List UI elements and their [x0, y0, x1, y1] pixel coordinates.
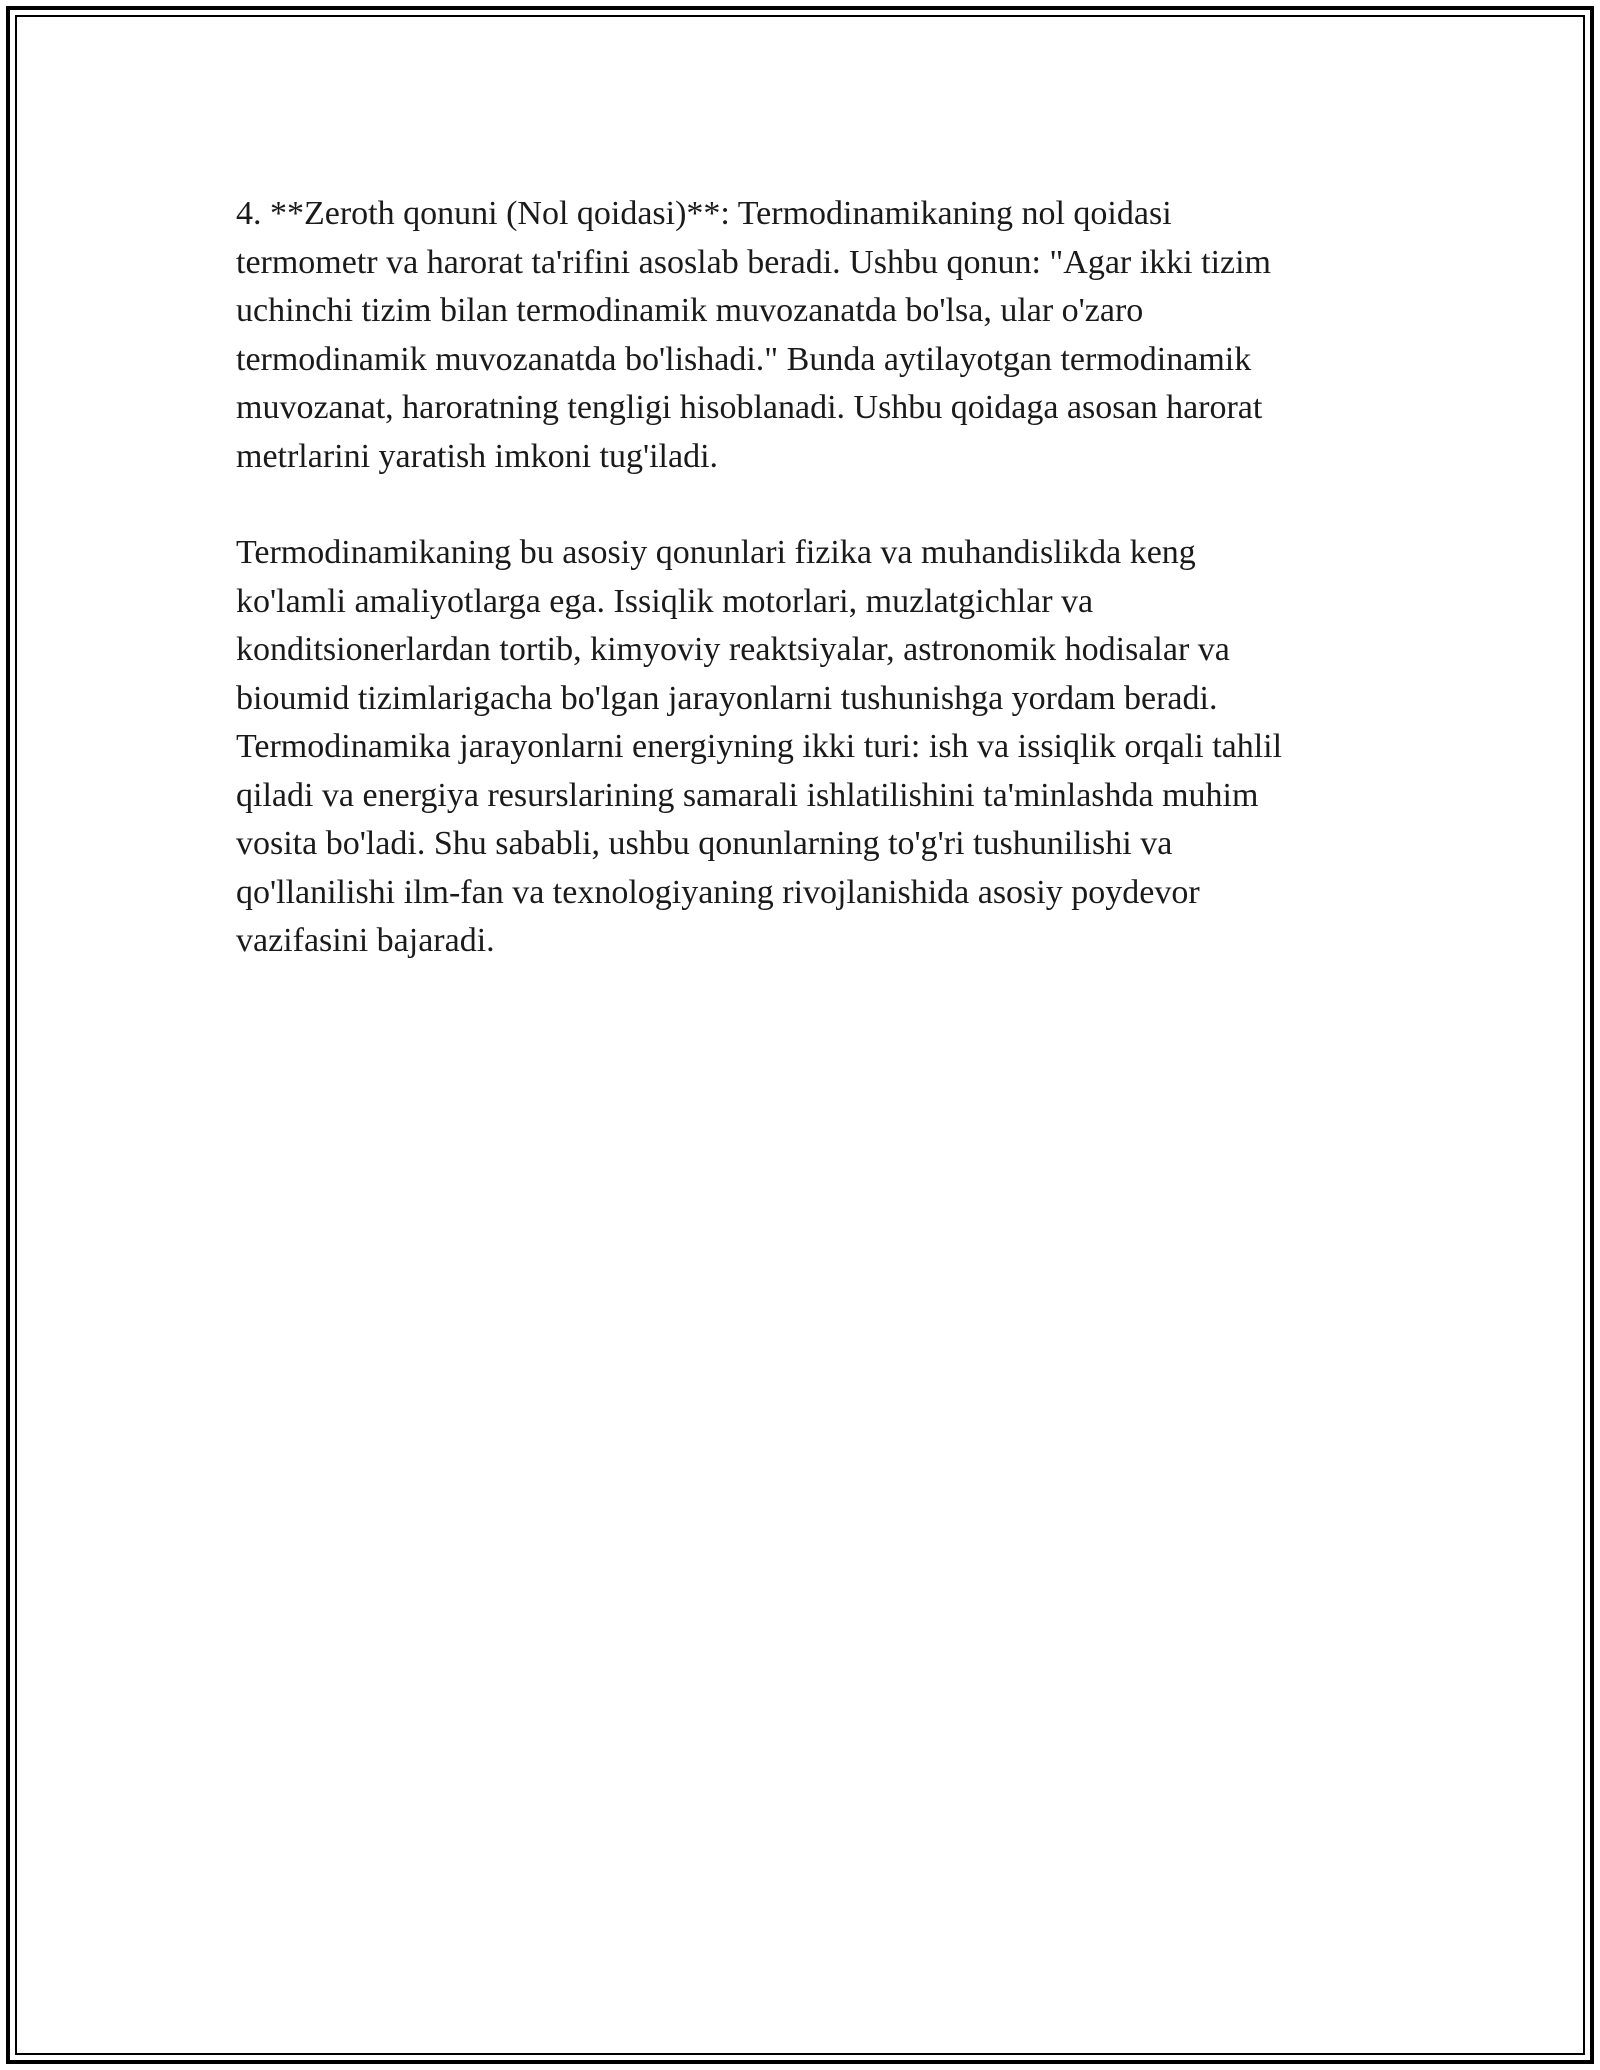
text-line: Termodinamika jarayonlarni energiyning ikki turi: ish va issiqlik orqali tahlil [236, 728, 1283, 765]
text-line: uchinchi tizim bilan termodinamik muvozanatda bo'lsa, ular o'zaro [236, 292, 1144, 329]
text-line: vazifasini bajaradi. [236, 922, 495, 959]
text-line: qo'llanilishi ilm-fan va texnologiyaning rivojlanishida asosiy poydevor [236, 873, 1200, 911]
paragraph-conclusion [236, 529, 1386, 966]
text-line: vosita bo'ladi. Shu sababli, ushbu qonunlarning to'g'ri tushunilishi va [236, 825, 1173, 862]
text-line: 4. **Zeroth qonuni (Nol qoidasi)**: Termodinamikaning nol qoidasi [236, 195, 1172, 232]
text-line: termometr va harorat ta'rifini asoslab beradi. Ushbu qonun: "Agar ikki tizim [236, 243, 1272, 281]
paragraph-zeroth-law [236, 190, 1386, 481]
document-body [236, 190, 1386, 966]
text-line: qiladi va energiya resurslarining samarali ishlatilishini ta'minlashda muhim [236, 776, 1259, 814]
text-line: metrlarini yaratish imkoni tug'iladi. [236, 437, 719, 475]
text-line: ko'lamli amaliyotlarga ega. Issiqlik motorlari, muzlatgichlar va [236, 582, 1094, 620]
text-line: Termodinamikaning bu asosiy qonunlari fizika va muhandislikda keng [236, 534, 1196, 571]
text-line: bioumid tizimlarigacha bo'lgan jarayonlarni tushunishga yordam beradi. [236, 679, 1218, 717]
text-line: termodinamik muvozanatda bo'lishadi." Bunda aytilayotgan termodinamik [236, 340, 1252, 378]
text-line: muvozanat, haroratning tengligi hisoblanadi. Ushbu qoidaga asosan harorat [236, 389, 1263, 426]
text-line: konditsionerlardan tortib, kimyoviy reaktsiyalar, astronomik hodisalar va [236, 631, 1230, 668]
